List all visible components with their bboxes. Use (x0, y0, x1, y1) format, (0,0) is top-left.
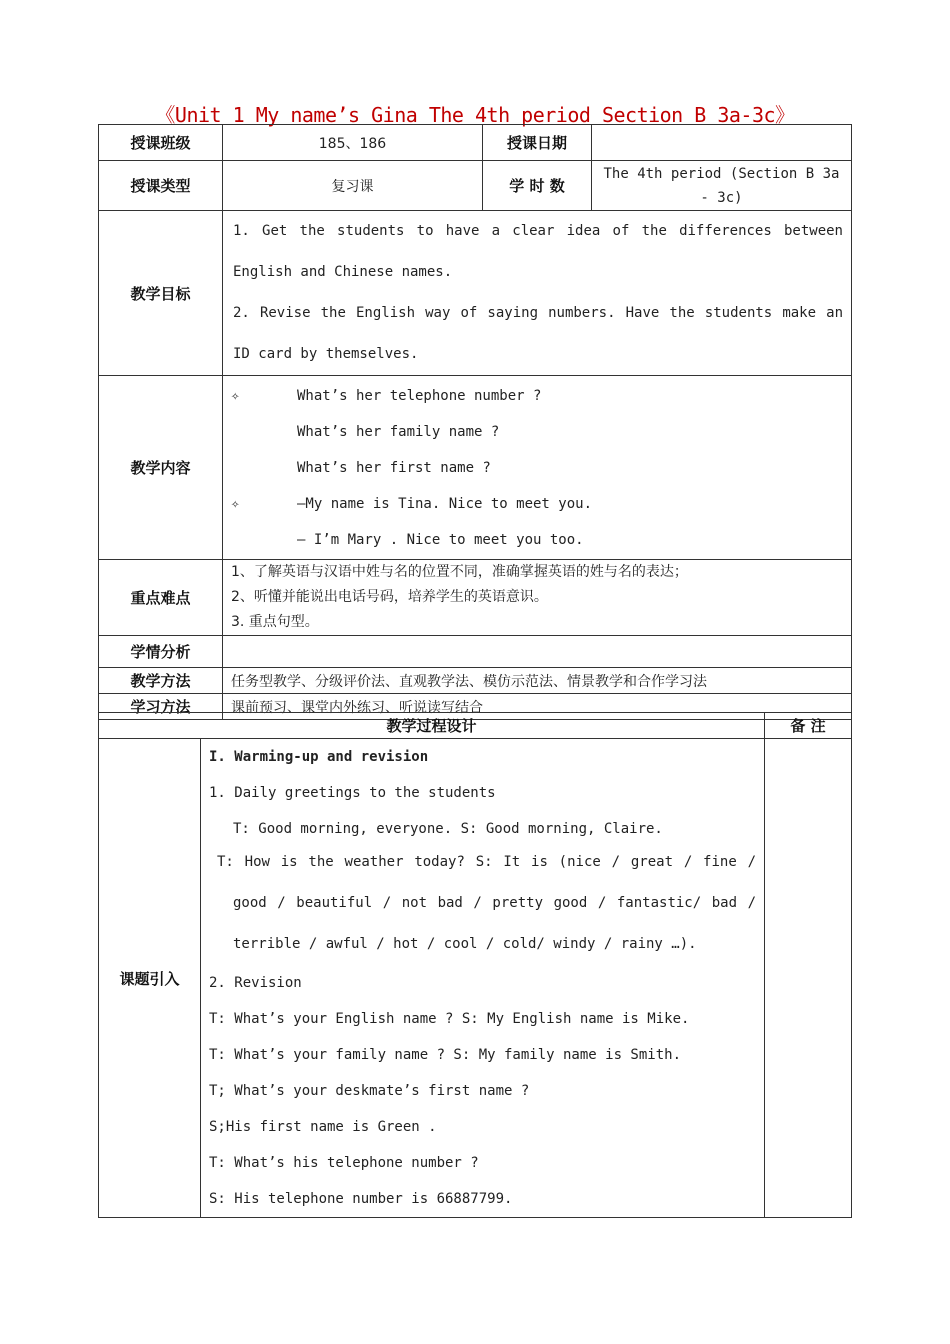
content-cell (223, 376, 852, 560)
class-value: 185、186 (223, 125, 483, 161)
teaching-methods-value: 任务型教学、分级评价法、直观教学法、模仿示范法、情景教学和合作学习法 (223, 668, 852, 694)
document-title: 《Unit 1 My name’s Gina The 4th period Section B 3a-3c》 (155, 103, 795, 127)
teaching-process-table (98, 712, 852, 1218)
process-line: T: Good morning, everyone. S: Good morning, Claire. (233, 821, 663, 837)
objectives-label: 教学目标 (99, 211, 223, 376)
diamond-bullet-icon: ✧ (231, 495, 240, 512)
section-label: 课题引入 (99, 739, 201, 1218)
content-line: ✧ —My name is Tina. Nice to meet you. (223, 486, 851, 522)
content-line: What’s her first name ? (297, 459, 491, 476)
notes-header: 备 注 (765, 713, 852, 739)
key-points-label: 重点难点 (99, 560, 223, 636)
process-line: T: What’s your English name ? S: My English name is Mike. (209, 1011, 690, 1027)
analysis-value (223, 636, 852, 668)
content-line: What’s her family name ? (297, 423, 500, 440)
process-line: T; What’s your deskmate’s first name ? (209, 1083, 530, 1099)
type-value: 复习课 (223, 161, 483, 211)
class-label: 授课班级 (99, 125, 223, 161)
process-content (201, 739, 765, 1218)
objective-item: 1. Get the students to have a clear idea of the differences between English and Chinese names. (233, 223, 843, 280)
process-header: 教学过程设计 (99, 713, 765, 739)
learning-methods-label: 学习方法 (99, 694, 223, 720)
objectives-cell (223, 211, 852, 376)
key-points-cell: 1、了解英语与汉语中姓与名的位置不同，准确掌握英语的姓与名的表达； 2、听懂并能说出电话号码，培养学生的英语意识。 3. 重点句型。 (223, 560, 852, 636)
process-line: T: What’s your family name ? S: My family name is Smith. (209, 1047, 682, 1063)
process-line: T: How is the weather today? S: It is (nice / great / fine / good / beautiful / not bad / pretty good / fantastic/ bad / terrible / awful / hot / cool / cold/ windy / rainy …). (217, 854, 757, 952)
process-line: T: What’s his telephone number ? (209, 1155, 479, 1171)
process-line: 2. Revision (209, 975, 302, 991)
content-line: — I’m Mary . Nice to meet you too. (297, 531, 584, 548)
analysis-label: 学情分析 (99, 636, 223, 668)
date-value (592, 125, 852, 161)
hours-value: The 4th period (Section B 3a - 3c) (592, 161, 852, 211)
hours-label: 学 时 数 (483, 161, 592, 211)
process-heading: I. Warming-up and revision (209, 749, 429, 765)
process-line: S: His telephone number is 66887799. (209, 1191, 513, 1207)
date-label: 授课日期 (483, 125, 592, 161)
objective-item: 2. Revise the English way of saying numbers. Have the students make an ID card by themselves. (233, 305, 843, 362)
diamond-bullet-icon: ✧ (231, 387, 240, 404)
process-line: S;His first name is Green . (209, 1119, 437, 1135)
lesson-info-table (98, 124, 852, 720)
type-label: 授课类型 (99, 161, 223, 211)
teaching-methods-label: 教学方法 (99, 668, 223, 694)
learning-methods-value: 课前预习、课堂内外练习、听说读写结合 (223, 694, 852, 720)
notes-cell (765, 739, 852, 1218)
process-line: 1. Daily greetings to the students (209, 785, 496, 801)
content-label: 教学内容 (99, 376, 223, 560)
content-line: ✧ What’s her telephone number ? (223, 378, 851, 414)
